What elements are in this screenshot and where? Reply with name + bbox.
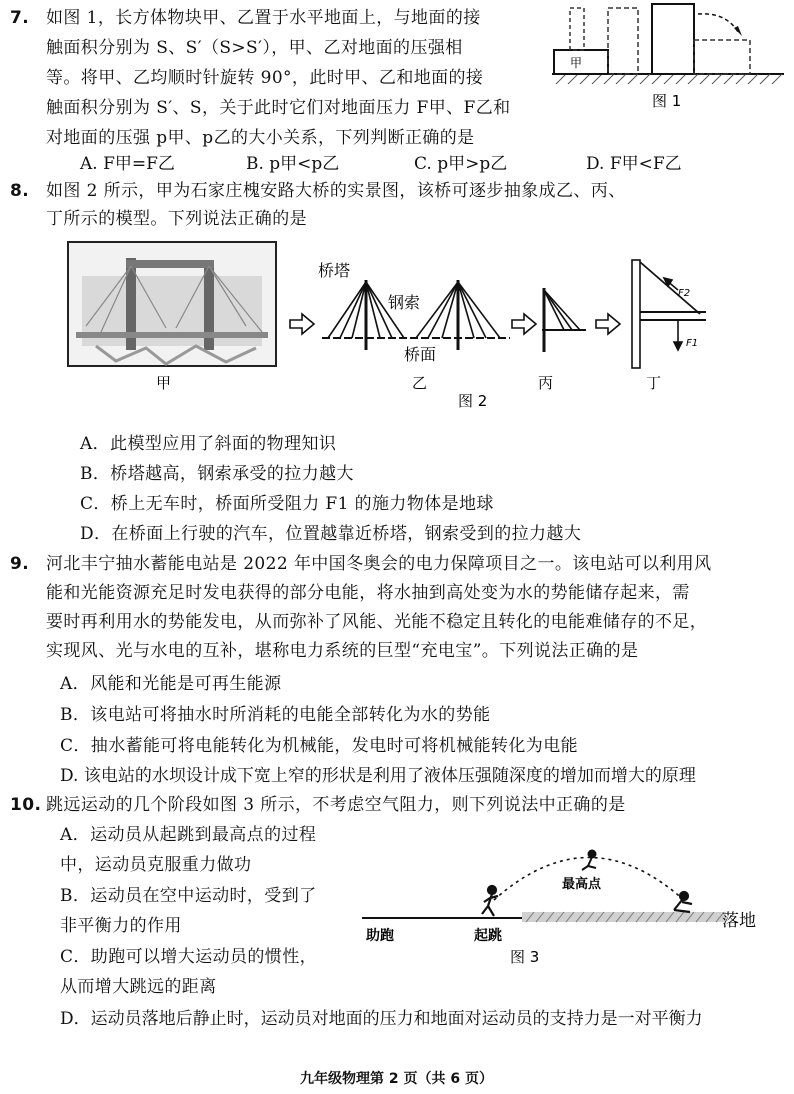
q7-option-b: B. p甲<p乙 xyxy=(246,154,340,174)
q8-option-a: A．此模型应用了斜面的物理知识 xyxy=(80,434,337,454)
fig2-label-bing: 丙 xyxy=(538,374,554,392)
fig3-land-label: 落地 xyxy=(722,911,756,931)
athlete-takeoff-icon xyxy=(482,886,498,916)
arrow-right-icon xyxy=(512,314,536,334)
q10-number: 10. xyxy=(10,795,42,815)
fig2-label-yi: 乙 xyxy=(412,374,428,392)
q8-number: 8. xyxy=(10,181,30,201)
q9-option-b: B．该电站可将抽水时所消耗的电能全部转化为水的势能 xyxy=(60,705,491,725)
fig2-cable-label: 钢索 xyxy=(388,293,421,312)
q7-line-2: 触面积分别为 S、S′（S>S′），甲、乙对地面的压强相 xyxy=(46,38,463,58)
q9-line-1: 河北丰宁抽水蓄能电站是 2022 年中国冬奥会的电力保障项目之一。该电站可以利用风 xyxy=(46,554,712,574)
fig2-tower-label: 桥塔 xyxy=(318,261,351,280)
bridge-photo xyxy=(68,242,276,366)
q8-option-c: C．桥上无车时，桥面所受阻力 F1 的施力物体是地球 xyxy=(80,494,494,514)
q7-number: 7. xyxy=(10,8,30,28)
arrow-right-icon xyxy=(290,314,314,334)
q10-option-c-line-1: C．助跑可以增大运动员的惯性， xyxy=(60,947,318,967)
athlete-landing-icon xyxy=(674,892,692,912)
fig2-force-f2: F2 xyxy=(678,288,691,299)
q9-line-4: 实现风、光与水电的互补，堪称电力系统的巨型“充电宝”。下列说法正确的是 xyxy=(46,641,639,661)
fig2-force-f1: F1 xyxy=(686,338,699,349)
fig3-top-label: 最高点 xyxy=(562,877,602,892)
fig2-deck-label: 桥面 xyxy=(404,345,437,364)
q7-line-3: 等。将甲、乙均顺时针旋转 90°，此时甲、乙和地面的接 xyxy=(46,68,484,88)
q10-stem: 跳远运动的几个阶段如图 3 所示，不考虑空气阻力，则下列说法中正确的是 xyxy=(46,795,626,815)
q7-option-d: D. F甲<F乙 xyxy=(586,154,682,174)
bridge-model-bing xyxy=(542,288,586,352)
q9-number: 9. xyxy=(10,554,30,574)
q7-line-4: 触面积分别为 S′、S，关于此时它们对地面压力 F甲、F乙和 xyxy=(46,98,511,118)
q7-option-a: A. F甲=F乙 xyxy=(80,154,175,174)
q7-option-c: C. p甲>p乙 xyxy=(414,154,508,174)
q9-line-2: 能和光能资源充足时发电获得的部分电能，将水抽到高处变为水的势能储存起来，需 xyxy=(46,583,690,603)
athlete-top-icon xyxy=(582,851,596,871)
figure-3 xyxy=(356,840,776,970)
page-footer: 九年级物理第 2 页（共 6 页） xyxy=(300,1071,493,1087)
q8-line-1: 如图 2 所示，甲为石家庄槐安路大桥的实景图，该桥可逐步抽象成乙、丙、 xyxy=(46,181,626,201)
fig3-jump-label: 起跳 xyxy=(474,928,502,944)
fig2-caption: 图 2 xyxy=(458,392,488,410)
q10-option-b-line-2: 非平衡力的作用 xyxy=(60,916,182,936)
bridge-model-yi xyxy=(322,280,510,350)
sand-pit xyxy=(522,912,726,922)
fig3-run-label: 助跑 xyxy=(366,928,394,944)
q7-line-5: 对地面的压强 p甲、p乙的大小关系，下列判断正确的是 xyxy=(46,128,475,148)
bridge-model-ding xyxy=(632,260,706,368)
q8-line-2: 丁所示的模型。下列说法正确的是 xyxy=(46,209,307,229)
q10-option-b-line-1: B．运动员在空中运动时，受到了 xyxy=(60,886,317,906)
fig2-label-jia: 甲 xyxy=(156,374,172,392)
q9-option-a: A．风能和光能是可再生能源 xyxy=(60,674,282,694)
figure-1-caption: 图 1 xyxy=(652,92,682,110)
q8-option-d: D．在桥面上行驶的汽车，位置越靠近桥塔，钢索受到的拉力越大 xyxy=(80,524,582,544)
figure-1-block-label: 甲 xyxy=(570,56,583,70)
q9-option-d: D. 该电站的水坝设计成下宽上窄的形状是利用了液体压强随深度的增加而增大的原理 xyxy=(60,766,696,786)
figure-2 xyxy=(66,236,766,414)
q10-option-a-line-2: 中，运动员克服重力做功 xyxy=(60,855,252,875)
arrow-right-icon xyxy=(596,314,620,334)
q9-option-c: C．抽水蓄能可将电能转化为机械能，发电时可将机械能转化为电能 xyxy=(60,736,579,756)
q7-line-1: 如图 1，长方体物块甲、乙置于水平地面上，与地面的接 xyxy=(46,8,481,28)
figure-1 xyxy=(548,0,788,115)
q10-option-c-line-2: 从而增大跳远的距离 xyxy=(60,977,217,997)
q10-option-a-line-1: A．运动员从起跳到最高点的过程 xyxy=(60,825,317,845)
fig3-caption: 图 3 xyxy=(510,948,540,966)
q10-option-d: D．运动员落地后静止时，运动员对地面的压力和地面对运动员的支持力是一对平衡力 xyxy=(60,1009,703,1029)
fig2-label-ding: 丁 xyxy=(646,374,662,392)
q8-option-b: B．桥塔越高，钢索承受的拉力越大 xyxy=(80,464,354,484)
q9-line-3: 要时再利用水的势能发电，从而弥补了风能、光能不稳定且转化的电能难储存的不足， xyxy=(46,612,708,632)
